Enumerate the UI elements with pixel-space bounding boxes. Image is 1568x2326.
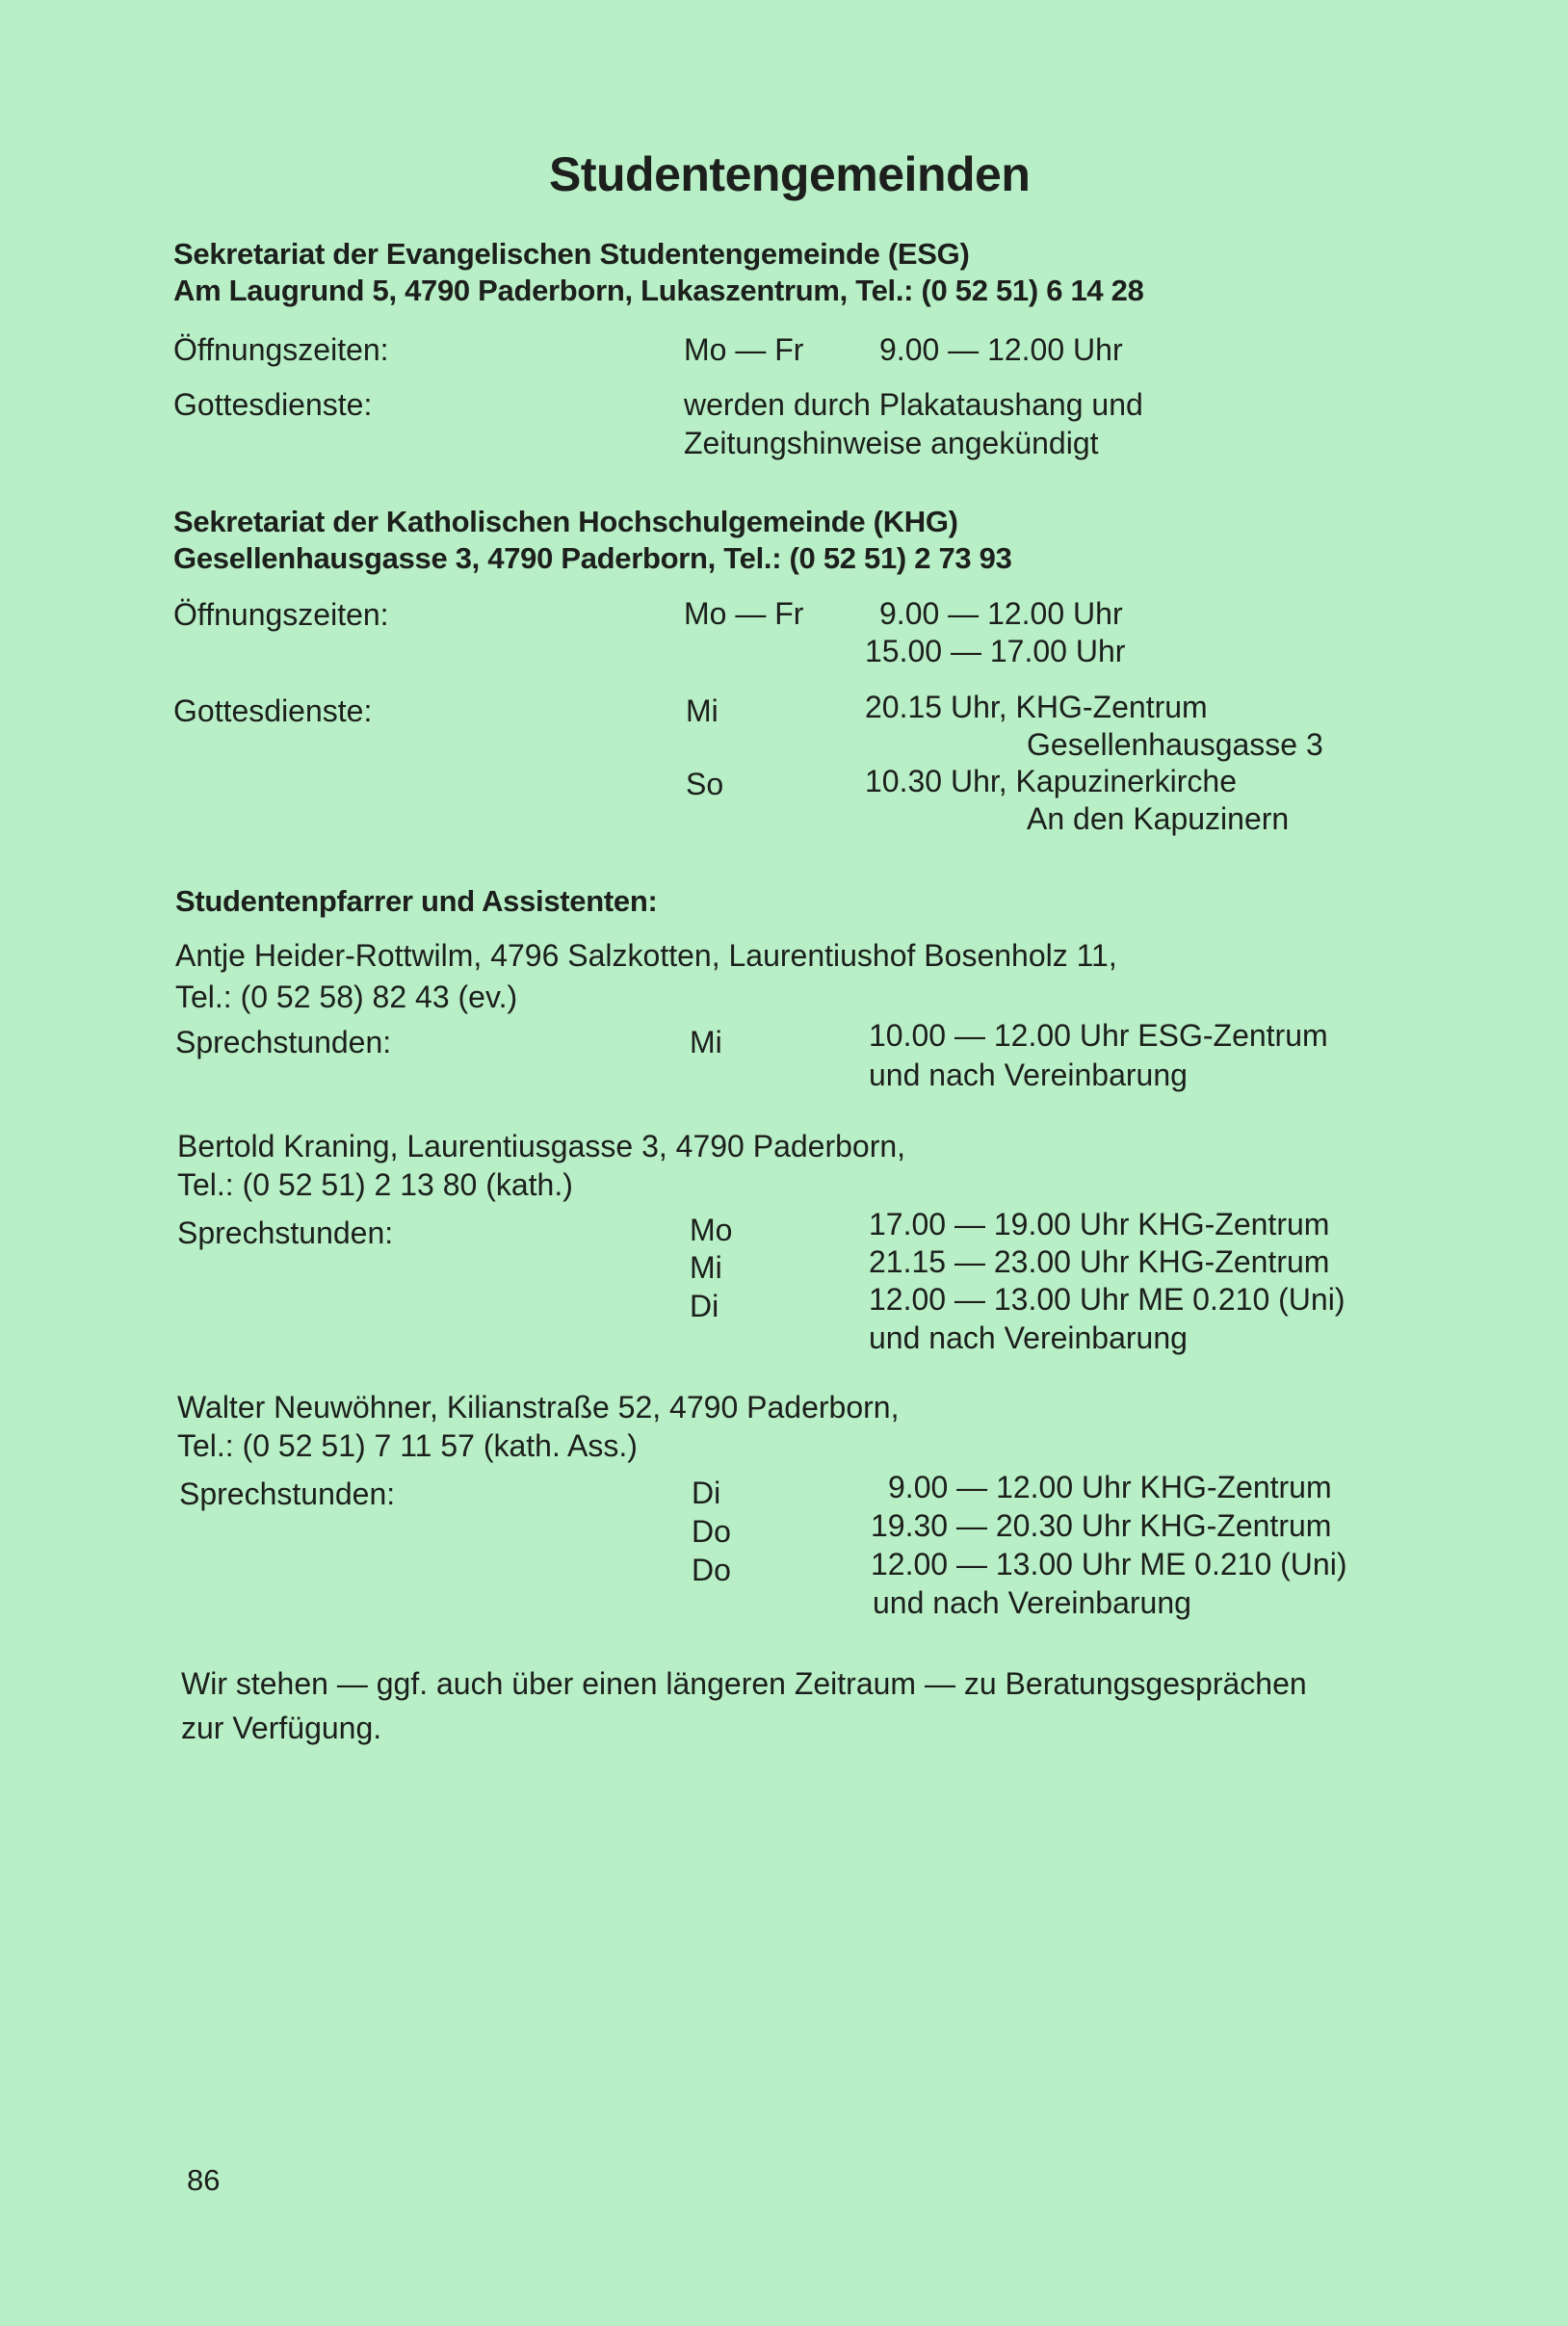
khg-service-day: So [686,767,724,801]
person-address: Bertold Kraning, Laurentiusgasse 3, 4790 Paderborn, [177,1129,906,1163]
office-hours-time: 12.00 — 13.00 Uhr ME 0.210 (Uni) [871,1547,1347,1581]
person-phone: Tel.: (0 52 51) 7 11 57 (kath. Ass.) [177,1428,638,1463]
person-phone: Tel.: (0 52 51) 2 13 80 (kath.) [177,1167,573,1202]
office-hours-note: und nach Vereinbarung [869,1058,1188,1092]
khg-address: Gesellenhausgasse 3, 4790 Paderborn, Tel.: (0 52 51) 2 73 93 [173,541,1012,575]
closing-text: zur Verfügung. [181,1711,382,1745]
office-hours-day: Di [690,1289,719,1323]
esg-services-line2: Zeitungshinweise angekündigt [684,426,1099,460]
esg-services-line1: werden durch Plakataushang und [684,387,1143,422]
person-phone: Tel.: (0 52 58) 82 43 (ev.) [175,980,518,1014]
page-title: Studentengemeinden [549,147,1031,201]
khg-hours-days: Mo — Fr [684,596,804,631]
page-number: 86 [187,2163,221,2197]
office-hours-note: und nach Vereinbarung [873,1585,1191,1620]
esg-hours-time: 9.00 — 12.00 Uhr [879,332,1123,367]
khg-heading: Sekretariat der Katholischen Hochschulgemeinde (KHG) [173,505,958,538]
office-hours-time: 10.00 — 12.00 Uhr ESG-Zentrum [869,1018,1328,1053]
khg-service-time: 10.30 Uhr, Kapuzinerkirche [865,764,1237,798]
khg-hours-time: 15.00 — 17.00 Uhr [865,634,1126,668]
office-hours-time: 21.15 — 23.00 Uhr KHG-Zentrum [869,1244,1330,1279]
closing-text: Wir stehen — ggf. auch über einen längeren Zeitraum — zu Beratungsgesprächen [181,1666,1307,1701]
office-hours-note: und nach Vereinbarung [869,1320,1188,1355]
office-hours-day: Di [692,1476,721,1510]
office-hours-time: 12.00 — 13.00 Uhr ME 0.210 (Uni) [869,1282,1346,1317]
khg-hours-label: Öffnungszeiten: [173,597,389,632]
office-hours-label: Sprechstunden: [179,1477,396,1511]
esg-services-label: Gottesdienste: [173,387,373,422]
khg-service-place: An den Kapuzinern [1027,801,1290,836]
khg-service-place: Gesellenhausgasse 3 [1027,727,1323,762]
khg-hours-time: 9.00 — 12.00 Uhr [879,596,1123,631]
office-hours-day: Mi [690,1250,722,1285]
pastors-heading: Studentenpfarrer und Assistenten: [175,884,658,918]
office-hours-day: Mi [690,1025,722,1059]
office-hours-time: 17.00 — 19.00 Uhr KHG-Zentrum [869,1207,1330,1241]
person-address: Antje Heider-Rottwilm, 4796 Salzkotten, Laurentiushof Bosenholz 11, [175,938,1117,973]
office-hours-day: Do [692,1553,731,1587]
office-hours-label: Sprechstunden: [175,1025,392,1059]
person-address: Walter Neuwöhner, Kilianstraße 52, 4790 Paderborn, [177,1390,900,1424]
khg-service-day: Mi [686,693,719,728]
khg-service-time: 20.15 Uhr, KHG-Zentrum [865,690,1208,724]
khg-services-label: Gottesdienste: [173,693,373,728]
esg-address: Am Laugrund 5, 4790 Paderborn, Lukaszentrum, Tel.: (0 52 51) 6 14 28 [173,274,1144,307]
office-hours-day: Do [692,1514,731,1549]
office-hours-time: 19.30 — 20.30 Uhr KHG-Zentrum [871,1508,1332,1543]
office-hours-day: Mo [690,1213,733,1247]
esg-hours-days: Mo — Fr [684,332,804,367]
office-hours-label: Sprechstunden: [177,1215,394,1250]
office-hours-time: 9.00 — 12.00 Uhr KHG-Zentrum [888,1470,1332,1504]
esg-heading: Sekretariat der Evangelischen Studentengemeinde (ESG) [173,237,970,271]
esg-hours-label: Öffnungszeiten: [173,332,389,367]
